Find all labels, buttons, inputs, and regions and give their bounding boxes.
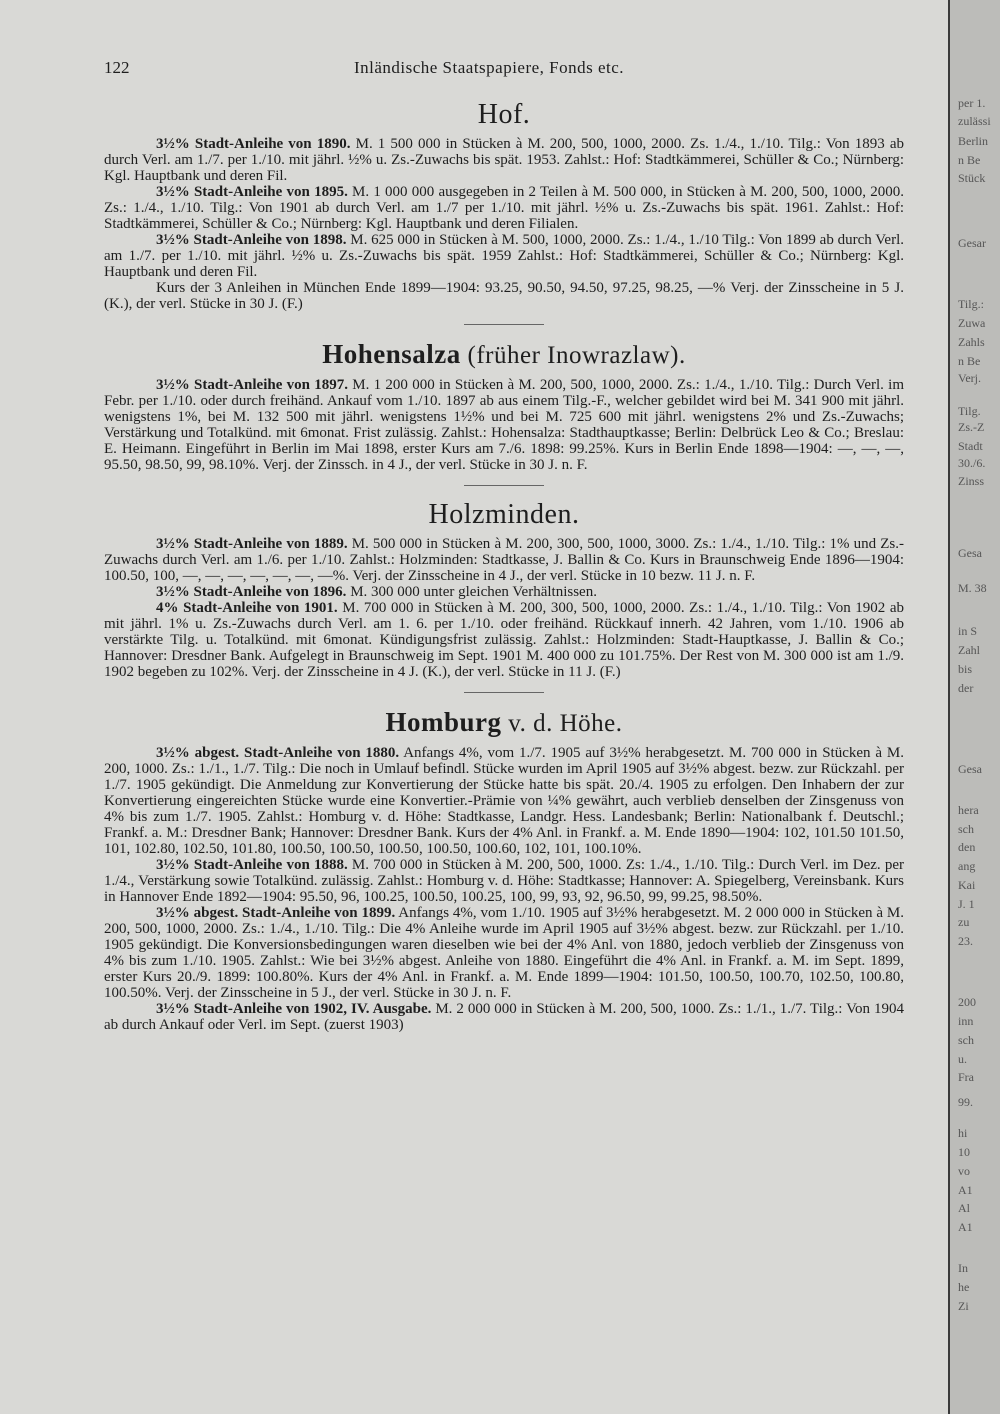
- loan-entry: [104, 905, 904, 1001]
- adjacent-page-fragment: Zuwa: [958, 316, 986, 330]
- adjacent-page-edge: [948, 0, 1000, 1414]
- adjacent-page-fragment: hi: [958, 1126, 968, 1140]
- loan-details: Anfangs 4%, vom 1./10. 1905 auf 3½% herabgesetzt. M. 2 000 000 in Stücken à M. 200, 500, 1000, 2000. Zs.: 1./4., 1./10. Tilg.: Die 4% Anleihe wurde im April 1905 auf 3½% abgest. bezw. zur Rückzahl. per 1./10. 1905 gekündigt. Die Konversionsbedingungen waren dieselben wie bei der 4% Anl. von 1880, jedoch verblieb der Zinsgenuss von 4% bis zum 1./10. 1905. Zahlst.: Wie bei 3½% abgest. Anleihe von 1880. Eingeführt die 4% Anl. in Frankf. a. M. im Sept. 1899, erster Kurs 20./9. 1899: 100.80%. Kurs der 4% Anl. in Frankf. a. M. Ende 1899—1904: 101.50, 100.50, 100.70, 102.50, 100.80, 100.50%. Verj. der Zinsscheine in 5 J., der verl. Stücke in 30 J. n. F.: [104, 905, 904, 1001]
- city-suffix: (früher Inowrazlaw).: [460, 342, 686, 369]
- loan-details: M. 300 000 unter gleichen Verhältnissen.: [346, 584, 597, 600]
- adjacent-page-fragment: In: [958, 1261, 968, 1275]
- city-suffix: v. d. Höhe.: [501, 710, 623, 737]
- section-divider: [464, 485, 544, 486]
- adjacent-page-fragment: Zahls: [958, 335, 985, 349]
- loan-title: 3½% abgest. Stadt-Anleihe von 1880.: [156, 745, 400, 761]
- adjacent-page-fragment: n Be: [958, 153, 981, 167]
- city-name: Holzminden.: [428, 499, 580, 530]
- loan-details: M. 700 000 in Stücken à M. 200, 500, 1000. Zs: 1./4., 1./10. Tilg.: Durch Verl. im Dez. per 1./4., Verstärkung sowie Totalkünd. zulässig. Zahlst.: Homburg v. d. Höhe: Stadtkasse; Hannover: A. Spiegelberg, Vereinsbank. Kurs in Hannover Ende 1892—1904: 95.50, 96, 100.25, 100.50, 100.25, 100, 99, 93, 92, 96.50, 99, 99.25, 98.50%.: [104, 857, 904, 905]
- adjacent-page-fragment: Zahl: [958, 643, 980, 657]
- loan-entry: [104, 1001, 904, 1033]
- adjacent-page-fragment: vo: [958, 1164, 970, 1178]
- adjacent-page-fragment: den: [958, 840, 976, 854]
- loan-entry: [104, 857, 904, 905]
- adjacent-page-fragment: Verj.: [958, 371, 981, 385]
- city-name: Hof.: [477, 99, 531, 130]
- loan-entry: [104, 584, 904, 600]
- adjacent-page-fragment: he: [958, 1280, 970, 1294]
- section-divider: [464, 324, 544, 325]
- adjacent-page-fragment: ang: [958, 859, 976, 873]
- loan-entry: [104, 184, 904, 232]
- adjacent-page-fragment: zulässi: [958, 114, 991, 128]
- adjacent-page-fragment: u.: [958, 1052, 967, 1066]
- adjacent-page-fragment: 10: [958, 1145, 970, 1159]
- document-body: [104, 96, 904, 1033]
- loan-title: 3½% Stadt-Anleihe von 1889.: [156, 536, 348, 552]
- adjacent-page-fragment: A1: [958, 1220, 973, 1234]
- adjacent-page-fragment: Fra: [958, 1070, 974, 1084]
- loan-title: 3½% abgest. Stadt-Anleihe von 1899.: [156, 905, 396, 921]
- adjacent-page-fragment: Tilg.: [958, 404, 981, 418]
- loan-title: 3½% Stadt-Anleihe von 1888.: [156, 857, 348, 873]
- loan-entry: [104, 600, 904, 680]
- loan-title: 3½% Stadt-Anleihe von 1902, IV. Ausgabe.: [156, 1001, 432, 1017]
- adjacent-page-fragment: 99.: [958, 1095, 973, 1109]
- adjacent-page-fragment: Kai: [958, 878, 976, 892]
- city-name: Hohensalza: [322, 339, 461, 369]
- city-heading: [104, 498, 904, 532]
- page-header: [104, 58, 874, 82]
- loan-title: 3½% Stadt-Anleihe von 1897.: [156, 377, 349, 393]
- loan-entry: [104, 136, 904, 184]
- adjacent-page-fragment: sch: [958, 1033, 974, 1047]
- loan-details: Anfangs 4%, vom 1./7. 1905 auf 3½% herabgesetzt. M. 700 000 in Stücken à M. 200, 1000. Zs.: 1./1., 1./7. Tilg.: Die noch in Umlauf befindl. Stücke wurden im April 1905 auf 3½% abgest. bezw. zur Rückzahl. per 1./7. 1905 gekündigt. Die Anmeldung zur Konvertierung der Stücke hatte bis spät. 20./4. 1905 zu erfolgen. Den Inhabern der zur Konvertierung eingereichten Stücke wurde eine Konvertier.-Prämie von ¼% gewährt, auch verblieb denselben der Zinsgenuss von 4% bis zum 1./7. 1905. Zahlst.: Homburg v. d. Höhe: Stadtkasse, Landgr. Hess. Landesbank; Berlin: Nationalbank f. Deutschl.; Frankf. a. M.: Dresdner Bank; Hannover: Dresdner Bank. Kurs der 4% Anl. in Frankf. a. M. Ende 1890—1904: 102, 101.50 101.50, 101, 102.80, 102.50, 101.80, 100.50, 100.50, 100.50, 100.50, 100.60, 102, 101, 100.10%.: [104, 745, 904, 857]
- adjacent-page-fragment: Stadt: [958, 439, 983, 453]
- city-name: Homburg: [385, 707, 502, 737]
- adjacent-page-fragment: in S: [958, 624, 978, 638]
- page-number: 122: [104, 58, 130, 77]
- loan-entry: [104, 377, 904, 473]
- city-heading: [104, 705, 904, 741]
- loan-details: M. 1 500 000 in Stücken à M. 200, 500, 1000, 2000. Zs. 1./4., 1./10. Tilg.: Von 1893 ab durch Verl. am 1./7. per 1./10. mit jährl. ½% u. Zs.-Zuwachs bis spät. 1953. Zahlst.: Hof: Stadtkämmerei, Schüller & Co.; Nürnberg: Kgl. Hauptbank und deren Fil.: [104, 136, 905, 184]
- loan-title: 4% Stadt-Anleihe von 1901.: [156, 600, 338, 616]
- adjacent-page-fragment: Berlin: [958, 134, 988, 148]
- city-heading: [104, 98, 904, 132]
- adjacent-page-fragment: Al: [958, 1201, 970, 1215]
- adjacent-page-fragment: zu: [958, 915, 970, 929]
- adjacent-page-fragment: Tilg.:: [958, 297, 984, 311]
- adjacent-page-fragment: hera: [958, 803, 979, 817]
- adjacent-page-fragment: Gesa: [958, 546, 982, 560]
- section-divider: [464, 692, 544, 693]
- adjacent-page-fragment: M. 38: [958, 581, 987, 595]
- adjacent-page-fragment: Zi: [958, 1299, 969, 1313]
- adjacent-page-fragment: Zinss: [958, 474, 985, 488]
- adjacent-page-fragment: Gesar: [958, 236, 986, 250]
- loan-details: M. 700 000 in Stücken à M. 200, 300, 500, 1000, 2000. Zs.: 1./4., 1./10. Tilg.: Von 1902 ab mit jährl. 1% u. Zs.-Zuwachs durch Verl. am 1. 6. per 1./10. oder freihänd. Rückkauf innerh. 42 Jahren, vom 1./10. 1906 ab verstärkte Tilg. u. Totalkünd. mit 6monat. Kündigungsfrist zulässig. Zahlst.: Holzminden: Stadt-Hauptkasse, J. Ballin & Co.; Hannover: Dresdner Bank. Aufgelegt in Braunschweig im Sept. 1901 M. 400 000 zu 101.75%. Der Rest von M. 300 000 ist am 1./9. 1902 begeben zu 102%. Verj. der Zinsscheine in 4 J. (K.), der verl. Stücke in 11 J. (F.): [104, 600, 904, 680]
- adjacent-page-fragment: 23.: [958, 934, 973, 948]
- adjacent-page-fragment: 200: [958, 995, 976, 1009]
- adjacent-page-fragment: n Be: [958, 354, 981, 368]
- running-title: Inländische Staatspapiere, Fonds etc.: [353, 58, 625, 77]
- loan-entry: [104, 745, 904, 857]
- loan-details: M. 1 000 000 ausgegeben in 2 Teilen à M. 500 000, in Stücken à M. 200, 500, 1000, 2000. Zs.: 1./4., 1./10. Tilg.: Von 1901 ab durch Verl. am 1./7 per 1./10. mit jährl. ½% u. Zs.-Zuwachs bis spät. 1961. Zahlst.: Hof: Stadtkämmerei, Schüller & Co.; Nürnberg: Kgl. Hauptbank und deren Filialen.: [104, 184, 905, 232]
- adjacent-page-fragment: inn: [958, 1014, 974, 1028]
- adjacent-page-fragment: J. 1: [958, 897, 975, 911]
- loan-title: 3½% Stadt-Anleihe von 1898.: [156, 232, 347, 248]
- adjacent-page-fragment: Zs.-Z: [958, 420, 985, 434]
- city-heading: [104, 337, 904, 373]
- adjacent-page-fragment: 30./6.: [958, 456, 986, 470]
- price-note: Kurs der 3 Anleihen in München Ende 1899—1904: 93.25, 90.50, 94.50, 97.25, 98.25, —% Verj. der Zinsscheine in 5 J. (K.), der verl. Stücke in 30 J. (F.): [104, 280, 904, 312]
- adjacent-page-fragment: sch: [958, 822, 974, 836]
- adjacent-page-fragment: der: [958, 681, 974, 695]
- loan-entry: [104, 232, 904, 280]
- loan-details: M. 2 000 000 in Stücken à M. 200, 500, 1000. Zs.: 1./1., 1./7. Tilg.: Von 1904 ab durch Ankauf oder Verl. im Sept. (zuerst 1903): [104, 1001, 904, 1033]
- adjacent-page-fragment: per 1.: [958, 96, 986, 110]
- adjacent-page-fragment: bis: [958, 662, 973, 676]
- loan-details: M. 500 000 in Stücken à M. 200, 300, 500, 1000, 3000. Zs.: 1./4., 1./10. Tilg.: 1% und Zs.-Zuwachs durch Verl. am 1./6. per 1./10. Zahlst.: Holzminden: Stadtkasse, J. Ballin & Co. Kurs in Braunschweig Ende 1896—1904: 100.50, 100, —, —, —, —, —, —, —%. Verj. der Zinsscheine in 4 J., der verl. Stücke in 10 bezw. 11 J. n. F.: [104, 536, 904, 584]
- loan-title: 3½% Stadt-Anleihe von 1896.: [156, 584, 347, 600]
- adjacent-page-fragment: A1: [958, 1183, 973, 1197]
- loan-entry: [104, 536, 904, 584]
- adjacent-page-fragment: Gesa: [958, 762, 982, 776]
- loan-details: M. 1 200 000 in Stücken à M. 200, 500, 1000, 2000. Zs.: 1./4., 1./10. Tilg.: Durch Verl. im Febr. per 1./10. oder durch freihänd. Ankauf vom 1./10. 1897 ab aus einem Tilg.-F., welcher gebildet wird bei M. 341 900 mit jährl. wenigstens 1%, bei M. 132 500 mit jährl. wenigstens 1½% und bei M. 725 600 mit jährl. wenigstens 2% und Zs.-Zuwachs; Verstärkung und Totalkünd. mit 6monat. Frist zulässig. Zahlst.: Hohensalza: Stadthauptkasse; Berlin: Delbrück Leo & Co.; Breslau: E. Heimann. Eingeführt in Berlin im Mai 1898, erster Kurs am 7./6. 1898: 99.25%. Kurs in Berlin Ende 1898—1904: —, —, —, 95.50, 98.50, 99, 98.10%. Verj. der Zinssch. in 4 J., der verl. Stücke in 30 J. n. F.: [104, 377, 904, 473]
- loan-title: 3½% Stadt-Anleihe von 1890.: [156, 136, 351, 152]
- adjacent-page-fragment: Stück: [958, 171, 986, 185]
- loan-details: M. 625 000 in Stücken à M. 500, 1000, 2000. Zs.: 1./4., 1./10 Tilg.: Von 1899 ab durch Verl. am 1./7. per 1./10. mit jährl. ½% u. Zs.-Zuwachs bis spät. 1959 Zahlst.: Hof: Stadtkämmerei, Schüller & Co.; Nürnberg: Kgl. Hauptbank und deren Fil.: [104, 232, 904, 280]
- loan-title: 3½% Stadt-Anleihe von 1895.: [156, 184, 348, 200]
